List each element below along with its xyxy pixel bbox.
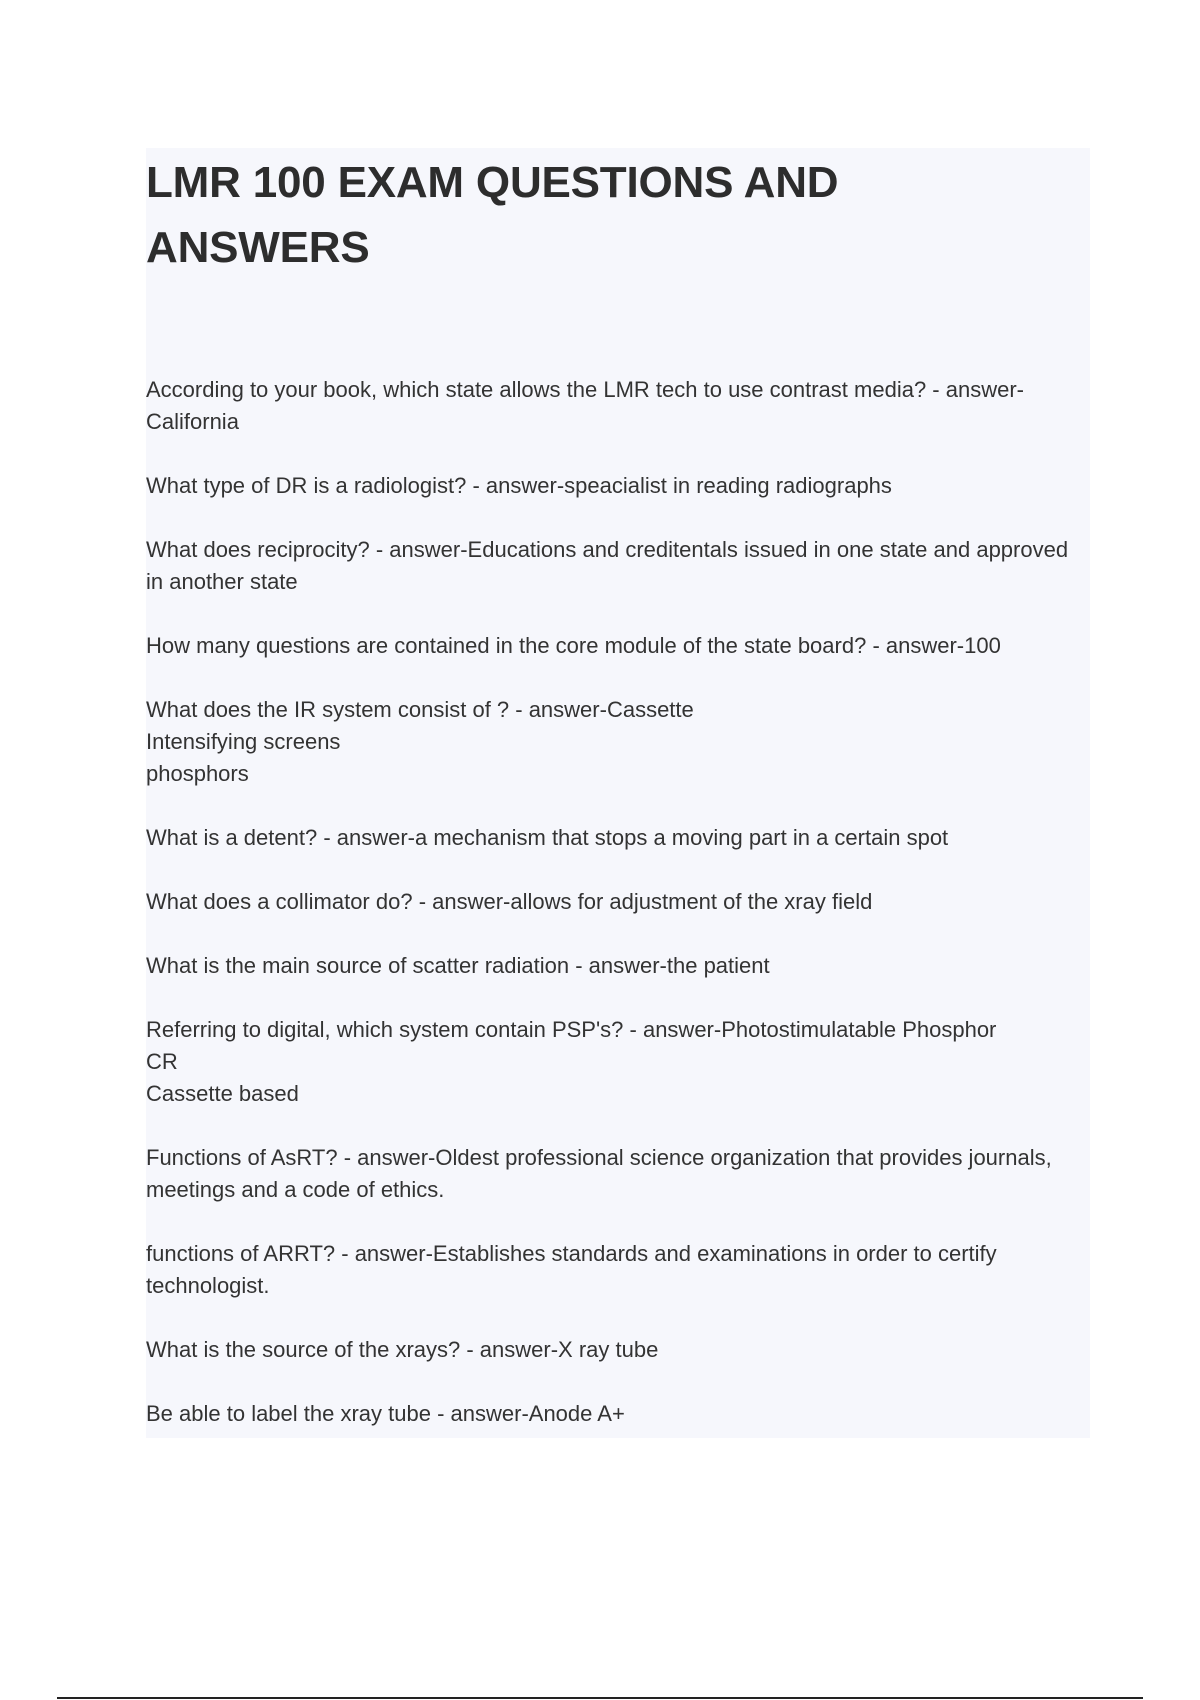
qa-item: What is the main source of scatter radiation - answer-the patient <box>146 953 770 978</box>
qa-item: What is the source of the xrays? - answer-X ray tube <box>146 1337 659 1362</box>
qa-item: Referring to digital, which system contain PSP's? - answer-Photostimulatable Phosphor CR Cassette based <box>146 1017 997 1106</box>
footer-divider <box>57 1697 1143 1699</box>
qa-item: What type of DR is a radiologist? - answer-speacialist in reading radiographs <box>146 473 892 498</box>
qa-item: What does the IR system consist of ? - answer-Cassette Intensifying screens phosphors <box>146 697 694 786</box>
qa-item: What does reciprocity? - answer-Educations and creditentals issued in one state and approved in another state <box>146 537 1069 594</box>
qa-item: Functions of AsRT? - answer-Oldest professional science organization that provides journals, meetings and a code of ethics. <box>146 1145 1052 1202</box>
document-title: LMR 100 EXAM QUESTIONS AND ANSWERS <box>146 158 839 272</box>
qa-list <box>146 374 1090 1462</box>
qa-item: functions of ARRT? - answer-Establishes standards and examinations in order to certify technologist. <box>146 1241 997 1298</box>
document-content <box>146 148 1090 1438</box>
qa-item: What is a detent? - answer-a mechanism that stops a moving part in a certain spot <box>146 825 949 850</box>
qa-item: What does a collimator do? - answer-allows for adjustment of the xray field <box>146 889 873 914</box>
qa-item: According to your book, which state allows the LMR tech to use contrast media? - answer-California <box>146 377 1024 434</box>
qa-item: Be able to label the xray tube - answer-Anode A+ <box>146 1401 625 1426</box>
qa-item: How many questions are contained in the core module of the state board? - answer-100 <box>146 633 1001 658</box>
